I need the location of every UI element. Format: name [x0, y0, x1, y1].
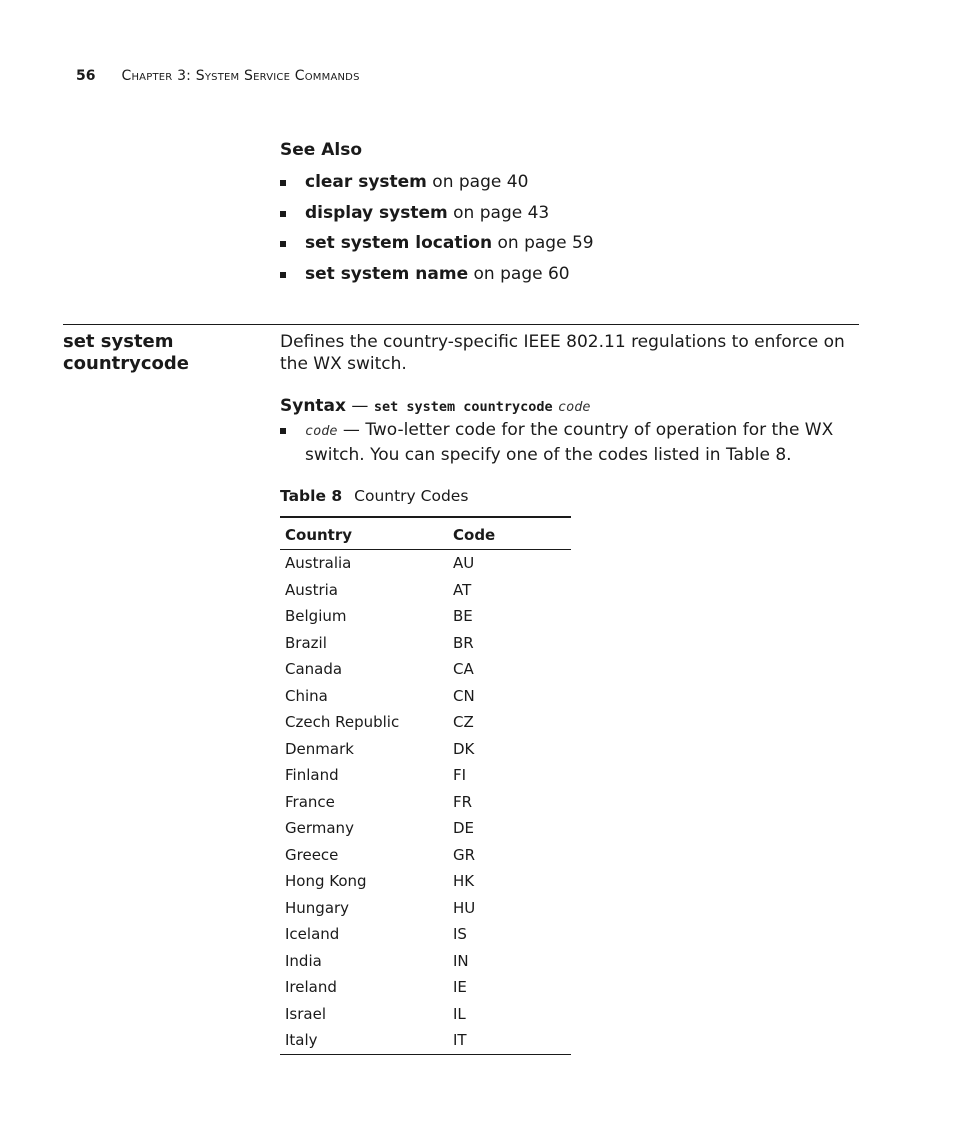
table-row: [280, 815, 571, 842]
table-row: [280, 656, 571, 683]
see-also-page-ref: on page 43: [447, 202, 550, 223]
see-also-command[interactable]: set system name: [305, 263, 469, 284]
syntax-dash: —: [346, 396, 374, 416]
country-cell: Belgium: [285, 607, 347, 626]
country-cell: Canada: [285, 660, 343, 679]
see-also-list: [280, 170, 860, 286]
chapter-title: Chapter 3: System Service Commands: [121, 68, 360, 84]
section-body: [280, 331, 850, 474]
parameter-list: [280, 418, 850, 467]
syntax-command: set system countrycode: [373, 399, 553, 415]
country-cell: Brazil: [285, 633, 327, 652]
param-name: code: [305, 423, 338, 439]
see-also-item[interactable]: [280, 231, 860, 255]
table-row: [280, 895, 571, 922]
see-also-page-ref: on page 40: [426, 172, 529, 192]
table-row: [280, 603, 571, 630]
table-caption-label: Table 8: [280, 487, 343, 505]
see-also-section: [280, 138, 860, 292]
see-also-heading: See Also: [280, 140, 363, 160]
table-row: [280, 789, 571, 816]
syntax-line: [280, 395, 850, 418]
see-also-item[interactable]: [280, 170, 860, 194]
code-cell: HU: [453, 898, 476, 917]
country-cell: Austria: [285, 580, 338, 599]
country-cell: Australia: [285, 554, 352, 573]
table-row: [280, 1001, 571, 1028]
table-row: [280, 948, 571, 975]
parameter-item: [280, 418, 850, 467]
section-divider: [63, 324, 859, 325]
country-cell: Czech Republic: [285, 713, 400, 732]
country-cell: Israel: [285, 1004, 326, 1023]
table-row: [280, 683, 571, 710]
see-also-item[interactable]: [280, 201, 860, 225]
code-cell: DK: [453, 739, 475, 758]
table-row: [280, 762, 571, 789]
param-description: — Two-letter code for the country of operation for the WX switch. You can specify one of the codes listed in Table 8.: [305, 420, 834, 465]
code-cell: CA: [453, 660, 474, 679]
country-cell: Italy: [280, 1027, 448, 1054]
see-also-page-ref: on page 59: [492, 233, 594, 254]
command-description: Defines the country-specific IEEE 802.11 regulations to enforce on the WX switch.: [280, 332, 845, 374]
country-cell: Hungary: [285, 898, 350, 917]
see-also-command[interactable]: set system location: [305, 233, 493, 254]
page-number: 56: [76, 68, 96, 84]
code-cell: DE: [453, 819, 475, 838]
section-title-line2: countrycode: [63, 353, 190, 374]
country-codes-table: [280, 516, 571, 1055]
code-cell: CN: [453, 686, 475, 705]
code-cell: AU: [453, 554, 475, 573]
table-row: [280, 736, 571, 763]
column-header-country: Country: [280, 517, 448, 550]
table-row: [280, 577, 571, 604]
code-cell: HK: [453, 872, 475, 891]
see-also-command[interactable]: display system: [305, 202, 448, 223]
see-also-command[interactable]: clear system: [305, 172, 427, 192]
table-caption: [280, 486, 468, 506]
code-cell: IE: [453, 978, 467, 997]
country-cell: Hong Kong: [285, 872, 367, 891]
page-header: [76, 66, 360, 86]
country-cell: India: [285, 951, 322, 970]
section-title-line1: set system: [63, 331, 174, 352]
code-cell: BE: [453, 607, 473, 626]
country-cell: Denmark: [285, 739, 354, 758]
code-cell: GR: [453, 845, 476, 864]
country-cell: China: [285, 686, 328, 705]
table-row: [280, 1027, 571, 1054]
syntax-param: code: [558, 399, 591, 415]
country-cell: Finland: [285, 766, 339, 785]
column-header-code: Code: [448, 517, 571, 550]
code-cell: IT: [448, 1027, 571, 1054]
table-row: [280, 630, 571, 657]
code-cell: AT: [453, 580, 472, 599]
table-row: [280, 550, 571, 577]
table-row: [280, 921, 571, 948]
see-also-page-ref: on page 60: [468, 263, 570, 284]
code-cell: FI: [453, 766, 467, 785]
country-cell: France: [285, 792, 335, 811]
country-cell: Ireland: [285, 978, 337, 997]
code-cell: FR: [453, 792, 473, 811]
syntax-label: Syntax: [280, 396, 346, 416]
country-cell: Germany: [285, 819, 354, 838]
see-also-item[interactable]: [280, 262, 860, 286]
table-row: [280, 868, 571, 895]
code-cell: BR: [453, 633, 474, 652]
table-row: [280, 842, 571, 869]
section-title: [63, 331, 263, 375]
code-cell: CZ: [453, 713, 474, 732]
table-row: [280, 709, 571, 736]
country-cell: Iceland: [285, 925, 340, 944]
country-cell: Greece: [285, 845, 339, 864]
code-cell: IL: [453, 1004, 466, 1023]
table-header-row: [280, 517, 571, 550]
table-caption-title: Country Codes: [354, 487, 469, 505]
table-row: [280, 974, 571, 1001]
code-cell: IS: [453, 925, 467, 944]
code-cell: IN: [453, 951, 469, 970]
